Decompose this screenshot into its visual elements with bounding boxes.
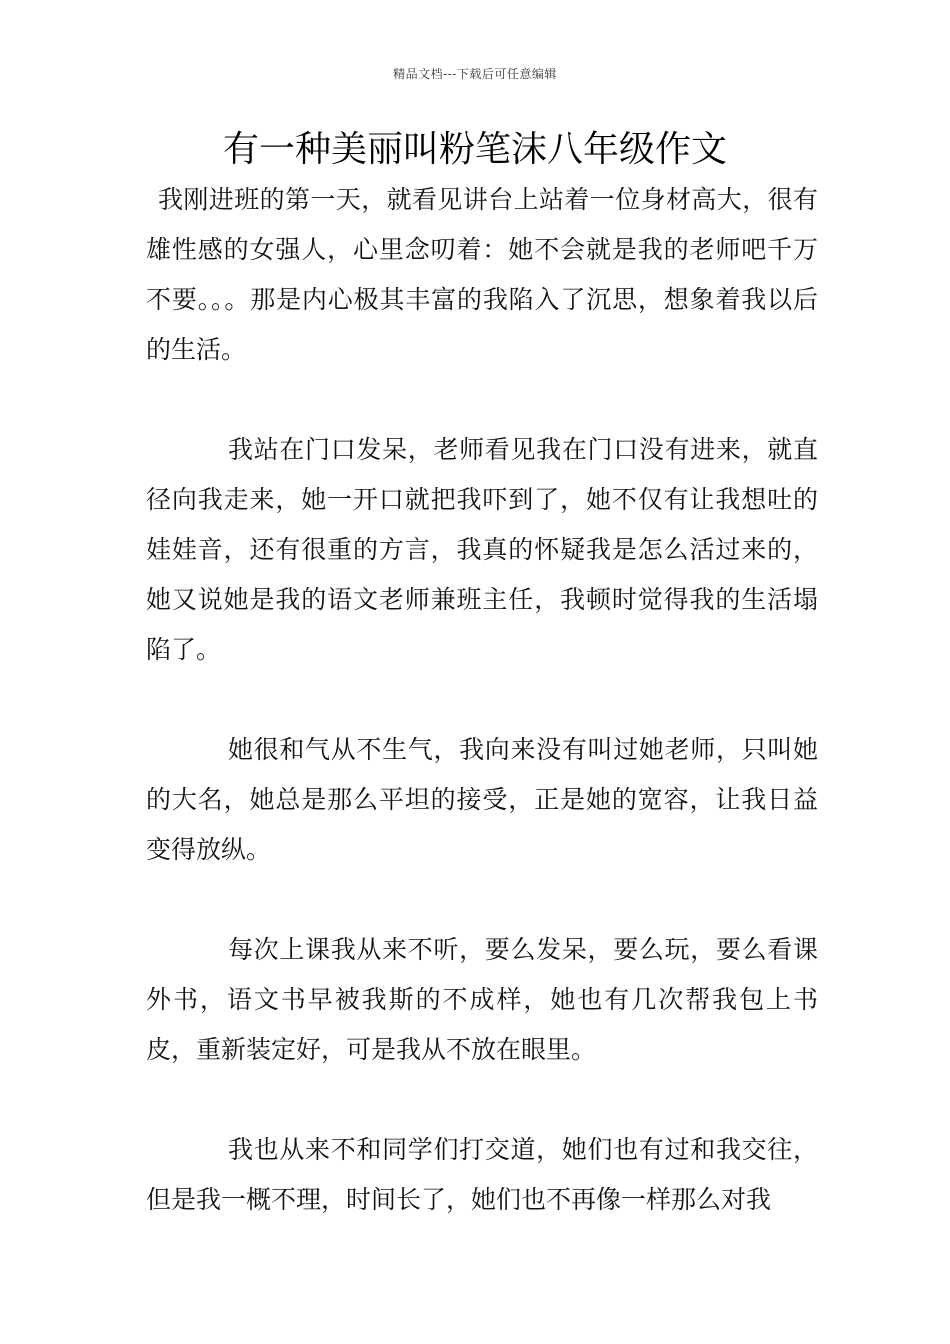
page-header: 精品文档---下载后可任意编辑 xyxy=(393,67,557,81)
paragraph-spacer xyxy=(146,1075,818,1125)
paragraph-spacer xyxy=(146,875,818,925)
paragraph-spacer xyxy=(146,375,818,425)
paragraph-4: 每次上课我从来不听，要么发呆，要么玩，要么看课外书，语文书早被我斯的不成样，她也有几次帮我包上书皮，重新装定好，可是我从不放在眼里。 xyxy=(146,935,818,1064)
paragraph-3: 她很和气从不生气，我向来没有叫过她老师，只叫她的大名，她总是那么平坦的接受，正是她的宽容，让我日益变得放纵。 xyxy=(146,735,818,864)
paragraph-spacer xyxy=(146,675,818,725)
paragraph-5: 我也从来不和同学们打交道，她们也有过和我交往，但是我一概不理，时间长了，她们也不再像一样那么对我 xyxy=(146,1135,818,1214)
paragraph-1: 我刚进班的第一天，就看见讲台上站着一位身材高大，很有雄性感的女强人，心里念叨着：她不会就是我的老师吧千万不要。。。那是内心极其丰富的我陷入了沉思，想象着我以后的生活。 xyxy=(146,185,818,364)
document-body xyxy=(146,175,818,1225)
paragraph-2: 我站在门口发呆，老师看见我在门口没有进来，就直径向我走来，她一开口就把我吓到了，她不仅有让我想吐的娃娃音，还有很重的方言，我真的怀疑我是怎么活过来的，她又说她是我的语文老师兼班主任，我顿时觉得我的生活塌陷了。 xyxy=(146,435,818,664)
document-title: 有一种美丽叫粉笔沫八年级作文 xyxy=(222,129,727,170)
